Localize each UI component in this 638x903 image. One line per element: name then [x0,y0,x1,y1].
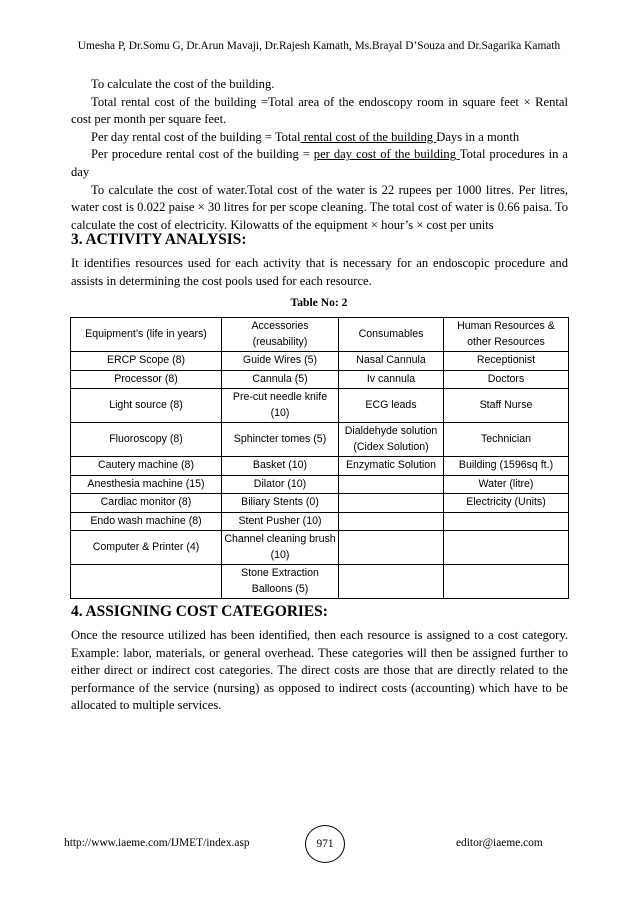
table-cell: Dilator (10) [222,475,339,494]
paragraph: Once the resource utilized has been identified, then each resource is assigned to a cost category. Example: labor, materials, or general overhead. These categories will then be assigned further to either direct or indirect cost categories. The direct costs are those that are directly related to the performance of the service (nursing) as opposed to indirect costs (accounting) which have to be allocated to multiple services. [71,628,568,713]
table-cell: Fluoroscopy (8) [71,423,222,457]
table-cell [444,565,569,599]
table-header-cell: Consumables [339,318,444,352]
table-cell: ECG leads [339,389,444,423]
table-cell: Doctors [444,370,569,389]
contact-email-link[interactable]: editor@iaeme.com [456,837,543,849]
table-header-cell: Equipment’s (life in years) [71,318,222,352]
formula-numerator: per day cost of the building [313,147,460,162]
table-cell: Stent Pusher (10) [222,512,339,531]
table-cell: Guide Wires (5) [222,352,339,371]
table-cell: Endo wash machine (8) [71,512,222,531]
journal-url-link[interactable]: http://www.iaeme.com/IJMET/index.asp [64,837,250,849]
table-cell: Anesthesia machine (15) [71,475,222,494]
table-cell: Staff Nurse [444,389,569,423]
table-cell: Cautery machine (8) [71,457,222,476]
table-cell: ERCP Scope (8) [71,352,222,371]
table-cell: Cannula (5) [222,370,339,389]
paragraph: It identifies resources used for each activity that is necessary for an endoscopic procedure and assists in determining the cost pools used for each resource. [71,256,568,288]
table-cell: Cardiac monitor (8) [71,494,222,513]
table-cell [444,531,569,565]
table-cell: Enzymatic Solution [339,457,444,476]
cost-calculation-text [71,76,568,234]
paragraph: To calculate the cost of water.Total cost of the water is 22 rupees per 1000 litres. Per litres, water cost is 0.022 paise × 30 litres for per scope cleaning. The total cost of water is 0.66 paisa. To calculate the cost of electricity. Kilowatts of the equipment × hour’s × cost per units [71,182,568,232]
formula-text: Per procedure rental cost of the building = [91,147,314,162]
table-row [71,389,569,423]
table-cell [444,512,569,531]
table-cell [339,494,444,513]
table-cell [339,565,444,599]
table-cell: Processor (8) [71,370,222,389]
table-header-cell: Human Resources & other Resources [444,318,569,352]
table-row [71,512,569,531]
table-cell: Building (1596sq ft.) [444,457,569,476]
section-heading-assigning-cost-categories: 4. ASSIGNING COST CATEGORIES: [71,603,328,620]
formula-text: Per day rental cost of the building = Total [91,129,301,144]
table-row [71,423,569,457]
table-header-cell: Accessories (reusability) [222,318,339,352]
table-header-row [71,318,569,352]
page-number: 971 [305,825,345,863]
table-cell: Technician [444,423,569,457]
table-cell: Pre-cut needle knife (10) [222,389,339,423]
table-cell [339,531,444,565]
section-heading-activity-analysis: 3. ACTIVITY ANALYSIS: [71,231,247,248]
table-cell: Sphincter tomes (5) [222,423,339,457]
table-row [71,531,569,565]
table-row [71,565,569,599]
paragraph: Total rental cost of the building =Total area of the endoscopy room in square feet × Rental cost per month per square feet. [71,94,568,127]
table-cell [339,475,444,494]
table-cell [71,565,222,599]
formula-denominator: Total procedures in a day [71,147,568,179]
table-cell: Water (litre) [444,475,569,494]
table-cell: Channel cleaning brush (10) [222,531,339,565]
table-cell: Basket (10) [222,457,339,476]
table-row [71,352,569,371]
paragraph: To calculate the cost of the building. [91,77,275,91]
table-cell: Stone Extraction Balloons (5) [222,565,339,599]
table-cell: Nasal Cannula [339,352,444,371]
table-row [71,457,569,476]
paragraph [71,129,568,147]
resources-table [70,317,569,599]
formula-denominator: Days in a month [436,129,520,144]
table-cell: Receptionist [444,352,569,371]
table-cell: Computer & Printer (4) [71,531,222,565]
paragraph [71,146,568,181]
running-header: Umesha P, Dr.Somu G, Dr.Arun Mavaji, Dr.Rajesh Kamath, Ms.Brayal D’Souza and Dr.Sagarika Kamath [77,40,561,52]
table-row [71,494,569,513]
table-caption: Table No: 2 [290,296,348,309]
table-row [71,475,569,494]
table-cell: Dialdehyde solution (Cidex Solution) [339,423,444,457]
table-cell [339,512,444,531]
table-cell: Biliary Stents (0) [222,494,339,513]
table-cell: Light source (8) [71,389,222,423]
table-cell: Iv cannula [339,370,444,389]
table-row [71,370,569,389]
table-cell: Electricity (Units) [444,494,569,513]
formula-numerator: rental cost of the building [300,129,437,144]
